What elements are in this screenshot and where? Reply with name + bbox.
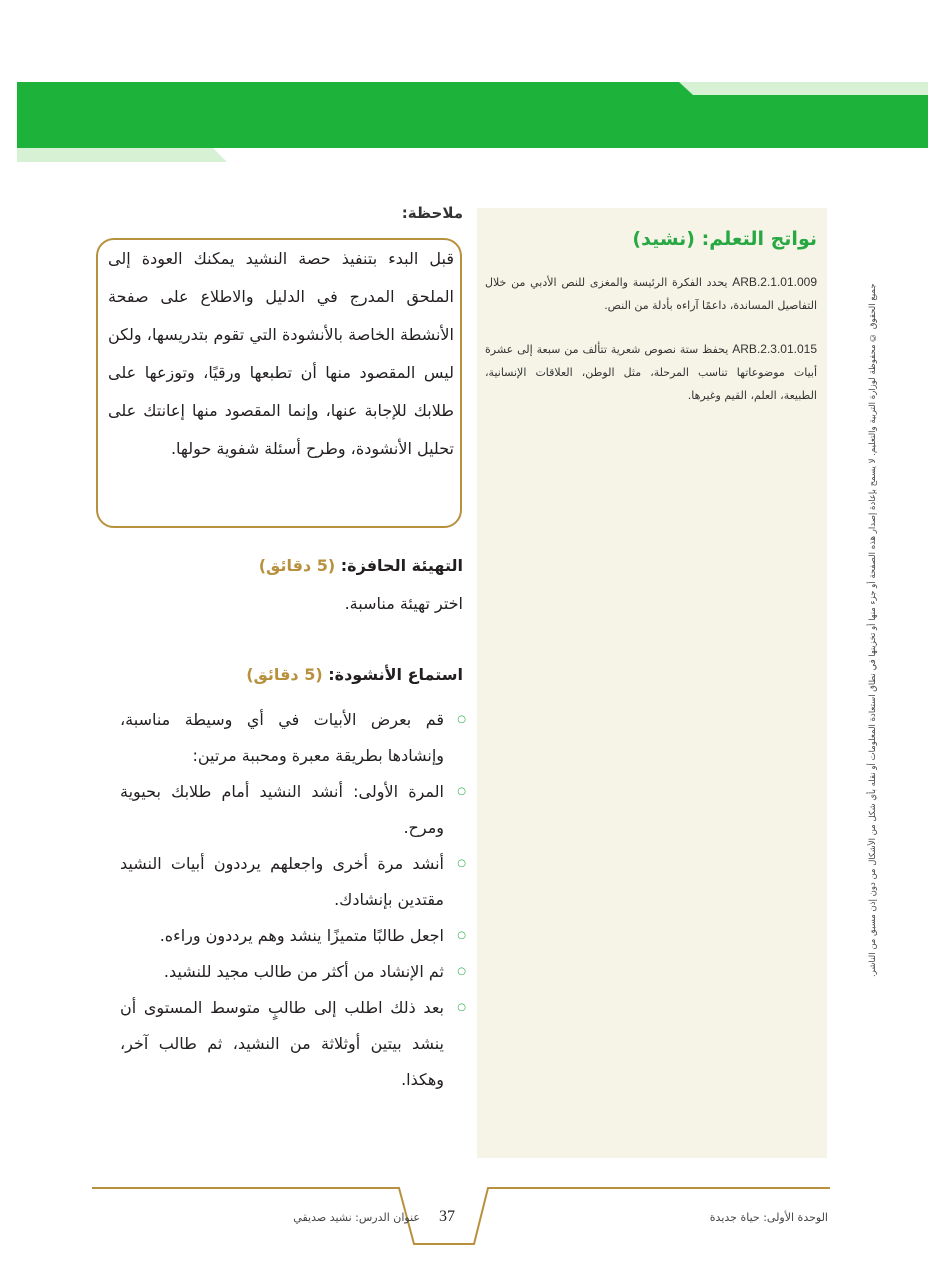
listening-title: استماع الأنشودة:: [328, 665, 463, 684]
list-item-text: اجعل طالبًا متميزًا ينشد وهم يرددون وراءه.: [159, 926, 444, 945]
learning-outcomes-title: نواتج التعلم: (نشيد): [632, 228, 817, 250]
list-item-text: المرة الأولى: أنشد النشيد أمام طلابك بحيوية ومرح.: [120, 782, 444, 837]
warmup-text: اختر تهيئة مناسبة.: [344, 594, 463, 613]
bullet-icon: ○: [457, 930, 466, 941]
list-item: [120, 702, 466, 774]
bullet-icon: ○: [457, 714, 466, 725]
list-item: [120, 954, 466, 990]
bullet-icon: ○: [457, 786, 466, 797]
list-item: [120, 846, 466, 918]
outcome-code: ARB.2.3.01.015: [732, 342, 817, 356]
page-number: 37: [439, 1208, 455, 1225]
learning-outcomes-panel: [477, 208, 827, 1158]
listening-steps-list: [120, 702, 466, 1098]
footer-unit-title: الوحدة الأولى: حياة جديدة: [709, 1211, 828, 1224]
bullet-icon: ○: [457, 858, 466, 869]
side-copyright-notice: جميع الحقوق © محفوظة لوزارة التربية والتعليم. لا يسمح بإعادة إصدار هذه الصفحة أو جزء منها أو تخزينها في نطاق استعادة المعلومات أو نقله بأي شكل من الأشكال من دون إذن مسبق من الناشر.: [868, 283, 878, 977]
list-item: [120, 990, 466, 1098]
list-item-text: قم بعرض الأبيات في أي وسيطة مناسبة، وإنشادها بطريقة معبرة ومحببة مرتين:: [120, 710, 444, 765]
warmup-heading: [120, 556, 463, 575]
list-item: [120, 918, 466, 954]
listening-time: (5 دقائق): [246, 665, 323, 684]
warmup-time: (5 دقائق): [258, 556, 336, 575]
list-item: [120, 774, 466, 846]
header-band-shape: [17, 82, 928, 162]
list-item-text: بعد ذلك اطلب إلى طالبٍ متوسط المستوى أن ينشد بيتين أوثلاثة من النشيد، ثم طالب آخر، وهكذا.: [120, 998, 444, 1089]
bullet-icon: ○: [457, 966, 466, 977]
note-heading: ملاحظة:: [401, 204, 463, 222]
list-item-text: ثم الإنشاد من أكثر من طالب مجيد للنشيد.: [163, 962, 444, 981]
learning-outcome-item: [485, 338, 817, 407]
footer-lesson-title: عنوان الدرس: نشيد صديقي: [293, 1211, 420, 1224]
learning-outcome-item: [485, 271, 817, 317]
outcome-code: ARB.2.1.01.009: [732, 275, 817, 289]
list-item-text: أنشد مرة أخرى واجعلهم يرددون أبيات النشيد مقتدين بإنشادك.: [120, 854, 444, 909]
listening-heading: [120, 665, 463, 684]
bullet-icon: ○: [457, 1002, 466, 1013]
header-light-strip-top-overlay: [679, 82, 928, 95]
header-band: [17, 82, 928, 162]
outcome-text: يحفظ ستة نصوص شعرية تتألف من سبعة إلى عشرة أبيات موضوعاتها تناسب المرحلة، مثل الوطن، العلاقات الإنسانية، الطبيعة، العلم، القيم وغيرها.: [485, 343, 817, 402]
warmup-title: التهيئة الحافزة:: [340, 556, 463, 575]
header-light-strip-bottom: [17, 148, 227, 162]
outcome-text: يحدد الفكرة الرئيسة والمغزى للنص الأدبي من خلال التفاصيل المساندة، داعمًا آراءه بأدلة من النص.: [485, 276, 817, 312]
note-text: قبل البدء بتنفيذ حصة النشيد يمكنك العودة إلى الملحق المدرج في الدليل والاطلاع على صفحة الأنشطة الخاصة بالأنشودة التي تقوم بتدريسها، ولكن ليس المقصود منها أن تطبعها ورقيًا، وتوزعها على طلابك للإجابة عنها، وإنما المقصود منها إعانتك على تحليل الأنشودة، وطرح أسئلة شفوية حولها.: [108, 249, 454, 458]
